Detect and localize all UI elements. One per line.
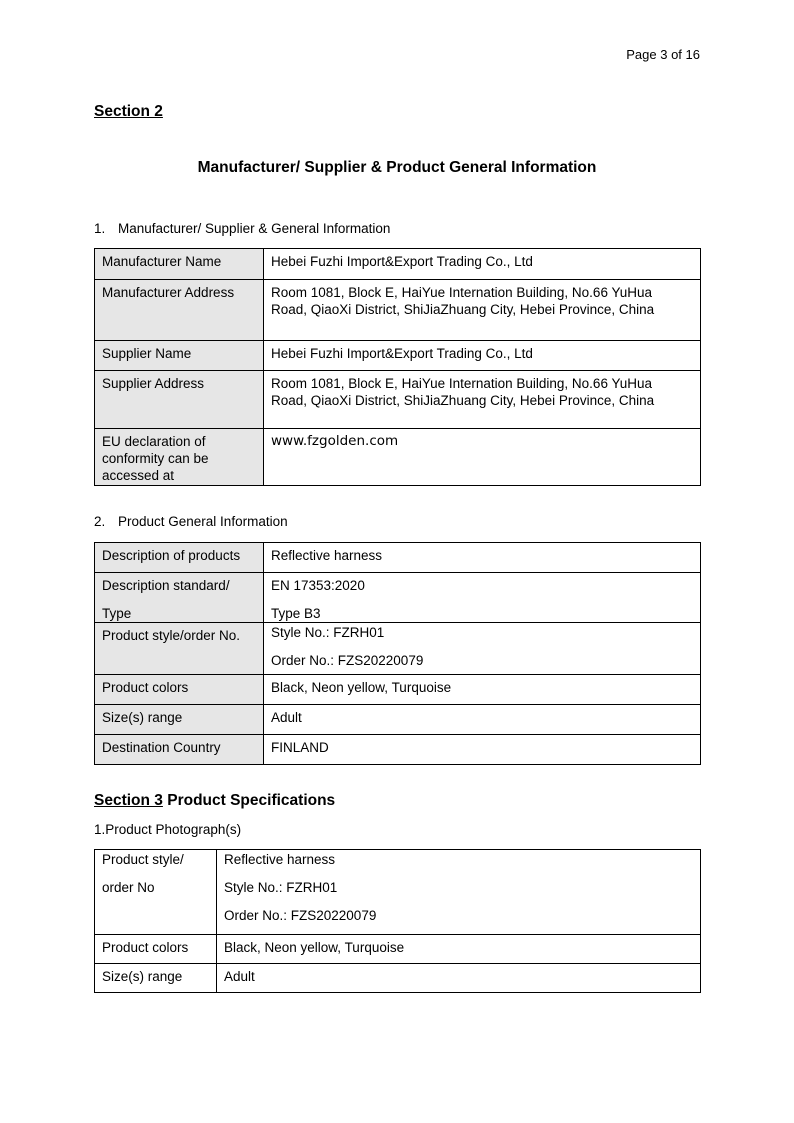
product-general-info-table [94,542,701,765]
product-specifications-table [94,849,701,993]
subsection-2-heading [94,514,288,529]
manufacturer-address-line-2: Road, QiaoXi District, ShiJiaZhuang City, Hebei Province, China [271,302,655,317]
table-row [95,735,701,765]
size-range-value: Adult [264,705,701,735]
table-row [95,280,701,341]
table-row [95,429,701,486]
table-row [95,935,701,964]
product-colors-label: Product colors [95,675,264,705]
spec-product-colors-value: Black, Neon yellow, Turquoise [217,935,701,964]
subsection-1-heading [94,221,390,236]
description-standard-value [264,573,701,623]
description-standard-label-line-1: Description standard/ [102,578,230,593]
product-colors-value: Black, Neon yellow, Turquoise [264,675,701,705]
manufacturer-address-value [264,280,701,341]
spec-order-number: Order No.: FZS20220079 [224,908,377,923]
destination-country-label: Destination Country [95,735,264,765]
size-range-label: Size(s) range [95,705,264,735]
table-row [95,675,701,705]
spec-style-number: Style No.: FZRH01 [224,880,338,895]
supplier-name-label: Supplier Name [95,341,264,371]
type-value: Type B3 [271,606,321,621]
eu-declaration-label [95,429,264,486]
table-row [95,623,701,675]
manufacturer-name-value: Hebei Fuzhi Import&Export Trading Co., Ltd [264,249,701,280]
table-row [95,371,701,429]
manufacturer-address-line-1: Room 1081, Block E, HaiYue Internation Building, No.66 YuHua [271,285,652,300]
spec-size-range-value: Adult [217,964,701,993]
description-of-products-label: Description of products [95,543,264,573]
supplier-address-value [264,371,701,429]
supplier-name-value: Hebei Fuzhi Import&Export Trading Co., Ltd [264,341,701,371]
supplier-address-line-1: Room 1081, Block E, HaiYue Internation Building, No.66 YuHua [271,376,652,391]
manufacturer-address-label: Manufacturer Address [95,280,264,341]
table-row [95,964,701,993]
product-style-order-value-cell [217,850,701,935]
table-row [95,573,701,623]
spec-product-name: Reflective harness [224,852,336,867]
section-2-title: Manufacturer/ Supplier & Product General Information [197,159,597,176]
section-3-heading [94,792,335,810]
manufacturer-info-table [94,248,701,486]
description-of-products-value: Reflective harness [264,543,701,573]
supplier-address-label: Supplier Address [95,371,264,429]
eu-declaration-label-line-1: EU declaration of [102,434,206,449]
spec-size-range-label: Size(s) range [95,964,217,993]
section-3-title: Product Specifications [162,792,336,809]
product-style-order-label-cell [95,850,217,935]
subsection-2-number: 2. [94,514,106,529]
style-number-value: Style No.: FZRH01 [271,625,385,640]
table-row [95,543,701,573]
subsection-1-title: Manufacturer/ Supplier & General Information [118,221,391,236]
subsection-2-title: Product General Information [118,514,288,529]
description-standard-label [95,573,264,623]
table-row [95,705,701,735]
standard-value: EN 17353:2020 [271,578,365,593]
section-2-heading: Section 2 [94,103,163,120]
table-row [95,249,701,280]
table-row [95,341,701,371]
table-row [95,850,701,935]
destination-country-value: FINLAND [264,735,701,765]
spec-style-label-line-2: order No [102,880,155,895]
product-style-order-label: Product style/order No. [95,623,264,675]
supplier-address-line-2: Road, QiaoXi District, ShiJiaZhuang City, Hebei Province, China [271,393,655,408]
manufacturer-name-label: Manufacturer Name [95,249,264,280]
order-number-value: Order No.: FZS20220079 [271,653,424,668]
section-3-label: Section 3 [94,792,163,809]
eu-declaration-label-line-3: accessed at [102,468,175,483]
spec-style-label-line-1: Product style/ [102,852,184,867]
eu-declaration-url: www.fzgolden.com [264,429,701,486]
spec-product-colors-label: Product colors [95,935,217,964]
page-number: Page 3 of 16 [626,47,700,62]
product-photographs-heading: 1.Product Photograph(s) [94,822,242,837]
product-style-order-value [264,623,701,675]
eu-declaration-label-line-2: conformity can be [102,451,209,466]
subsection-1-number: 1. [94,221,106,236]
description-standard-label-line-2: Type [102,606,132,621]
